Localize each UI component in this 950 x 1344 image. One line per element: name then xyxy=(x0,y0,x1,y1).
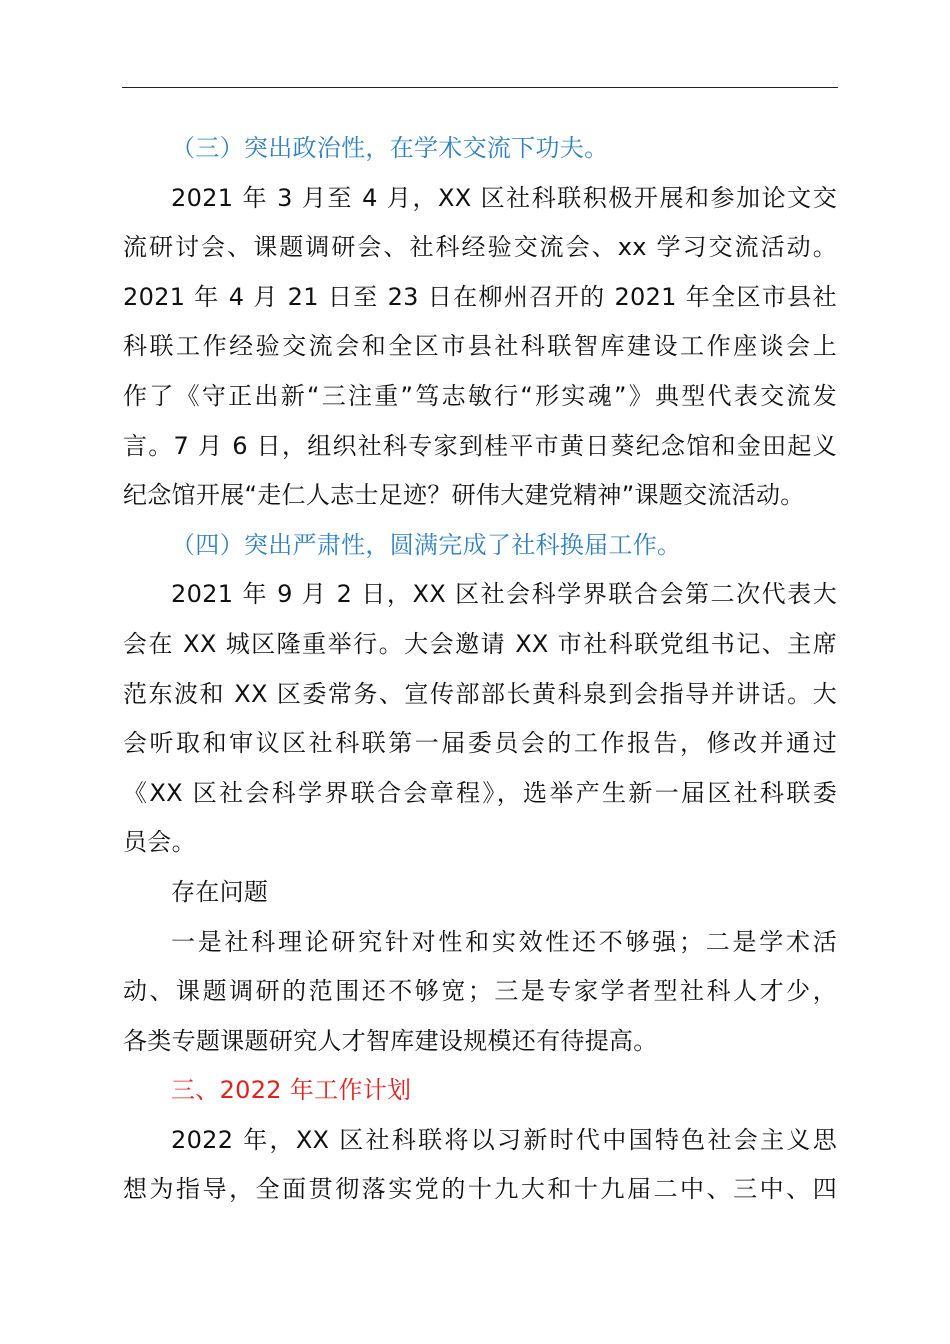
paragraph-reelection xyxy=(123,570,837,868)
text-line: 各类专题课题研究人才智库建设规模还有待提高。 xyxy=(123,1026,658,1055)
paragraph-problems xyxy=(123,918,837,1067)
text-line: 2021 年 9 月 2 日，XX 区社会科学界联合会第二次代表大 xyxy=(171,580,837,609)
header-rule xyxy=(122,87,838,88)
paragraph-2022-plan xyxy=(123,1116,837,1215)
text-line: 言。7 月 6 日，组织社科专家到桂平市黄日葵纪念馆和金田起义 xyxy=(123,431,837,460)
text-line: 《XX 区社会科学界联合会章程》，选举产生新一届区社科联委 xyxy=(123,778,837,807)
text-line: 2021 年 4 月 21 日至 23 日在柳州召开的 2021 年全区市县社 xyxy=(123,282,837,311)
text-line: 一是社科理论研究针对性和实效性还不够强；二是学术活 xyxy=(171,927,837,956)
text-line: 2022 年，XX 区社科联将以习新时代中国特色社会主义思 xyxy=(171,1125,837,1154)
text-line: 员会。 xyxy=(123,828,196,857)
heading-four: （四）突出严肃性，圆满完成了社科换届工作。 xyxy=(171,530,682,559)
text-line: 范东波和 XX 区委常务、宣传部部长黄科泉到会指导并讲话。大 xyxy=(123,679,837,708)
text-line: 作了《守正出新“三注重”笃志敏行“形实魂”》典型代表交流发 xyxy=(123,381,837,410)
text-line: 流研讨会、课题调研会、社科经验交流会、xx 学习交流活动。 xyxy=(123,233,837,262)
text-line: 会听取和审议区社科联第一届委员会的工作报告，修改并通过 xyxy=(123,729,837,758)
text-line: 会在 XX 城区隆重举行。大会邀请 XX 市社科联党组书记、主席 xyxy=(123,629,837,658)
text-line: 2021 年 3 月至 4 月，XX 区社科联积极开展和参加论文交 xyxy=(171,183,837,212)
paragraph-academic-exchange xyxy=(123,174,837,521)
heading-three: （三）突出政治性，在学术交流下功夫。 xyxy=(171,134,609,162)
text-line: 动、课题调研的范围还不够宽；三是专家学者型社科人才少， xyxy=(123,977,837,1006)
text-line: 科联工作经验交流会和全区市县社科联智库建设工作座谈会上 xyxy=(123,332,837,361)
section-three-title: 三、2022 年工作计划 xyxy=(171,1076,412,1105)
problems-title: 存在问题 xyxy=(171,877,269,906)
text-line: 纪念馆开展“走仁人志士足迹？研伟大建党精神”课题交流活动。 xyxy=(123,481,805,510)
document-body xyxy=(123,124,837,1215)
text-line: 想为指导，全面贯彻落实党的十九大和十九届二中、三中、四 xyxy=(123,1175,837,1204)
